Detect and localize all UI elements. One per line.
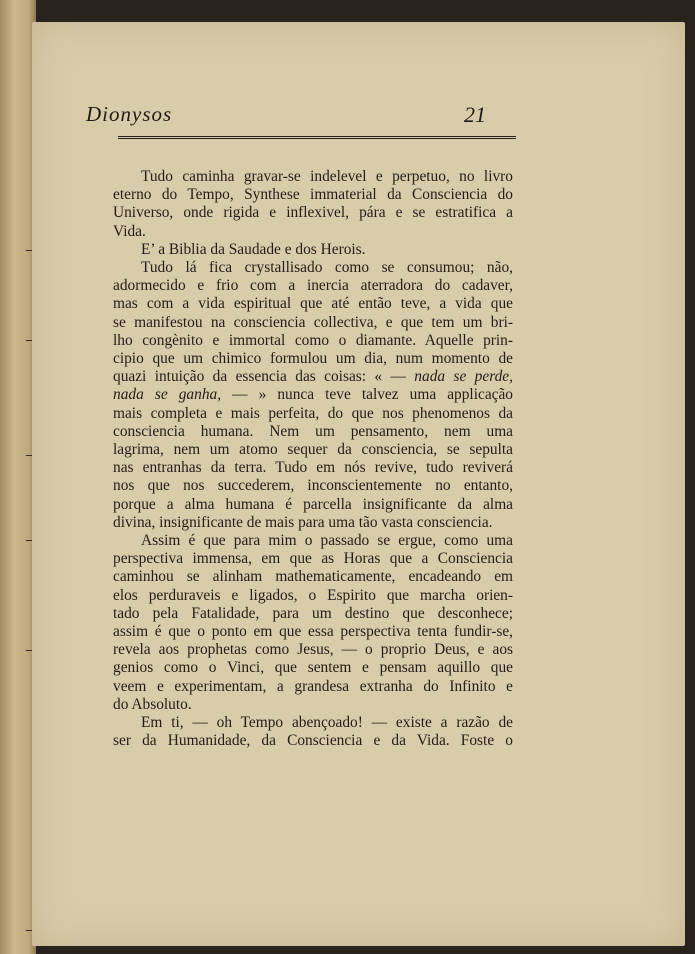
text-line-content: caminhou se alinham mathematicamente, encadeando em [113, 568, 513, 586]
text-line [113, 605, 513, 623]
text-line [113, 496, 513, 514]
text-line [113, 514, 513, 532]
text-line-content: lho congènito e immortal como o diamante. Aquelle prin- [113, 331, 513, 349]
text-line [113, 732, 513, 750]
text-line-content: Assim é que para mim o passado se ergue, como uma [141, 532, 513, 550]
text-line-content: tado pela Fatalidade, para um destino que desconhece; [113, 604, 513, 622]
text-line-content: genios como o Vinci, que sentem e pensam aquillo que [113, 659, 513, 677]
text-line-content: nas entranhas da terra. Tudo em nós revive, tudo reviverá [113, 459, 513, 477]
text-line [113, 441, 513, 459]
text-line-content: consciencia humana. Nem um pensamento, nem uma [113, 422, 513, 440]
text-line-content: nos que nos succederem, inconscientemente no entanto, [113, 477, 513, 495]
text-line-content: Tudo caminha gravar-se indelevel e perpetuo, no livro [141, 168, 513, 185]
text-line [113, 332, 513, 350]
text-line-content: se manifestou na consciencia collectiva, e que tem um bri- [113, 313, 513, 331]
text-line-content: divina, insignificante de mais para uma tão vasta consciencia. [113, 513, 493, 531]
text-line-content: Universo, onde rigida e inflexivel, pára e se estratifica a [113, 204, 513, 222]
text-line-content: revela aos prophetas como Jesus, — o proprio Deus, e aos [113, 641, 513, 659]
text-line-content: Vida. [113, 222, 146, 240]
text-line [113, 405, 513, 423]
text-line [113, 714, 513, 732]
running-title: Dionysos [86, 102, 173, 126]
text-line-content: eterno do Tempo, Synthese immaterial da Consciencia do [113, 186, 513, 204]
header-rule [118, 136, 516, 139]
emphasized-text: nada se perde, [414, 368, 513, 386]
text-line-content: E’ a Biblia da Saudade e dos Herois. [141, 240, 366, 258]
text-line [113, 532, 513, 550]
text-line-continuation: — » nunca teve talvez uma applicação [221, 386, 514, 404]
text-line [113, 350, 513, 368]
page-header [86, 82, 514, 132]
text-line [113, 641, 513, 659]
text-line-content: adormecido e frio com a inercia aterradora do cadaver, [113, 277, 513, 295]
text-line [113, 678, 513, 696]
text-line [113, 223, 513, 241]
text-line-content: Em ti, — oh Tempo abençoado! — existe a razão de [141, 714, 513, 732]
text-line [113, 459, 513, 477]
page-number: 21 [464, 102, 486, 127]
text-line [113, 386, 513, 404]
text-line-content: Tudo lá fica crystallisado como se consumou; não, [141, 259, 513, 277]
body-text [113, 168, 513, 751]
text-line [113, 186, 513, 204]
text-line [113, 277, 513, 295]
text-line-content: mais completa e mais perfeita, do que nos phenomenos da [113, 404, 513, 422]
text-line [113, 314, 513, 332]
text-line-content: porque a alma humana é parcella insignificante da alma [113, 495, 513, 513]
text-line [113, 295, 513, 313]
text-line [113, 423, 513, 441]
text-line [113, 568, 513, 586]
text-line-content: elos perduraveis e ligados, o Espirito que marcha orien- [113, 586, 513, 604]
text-line [113, 477, 513, 495]
text-line [113, 204, 513, 222]
text-line-content: veem e experimentam, a grandesa extranha do Infinito e [113, 677, 513, 695]
text-line [113, 241, 513, 259]
book-spine-edge [0, 0, 36, 954]
text-line [113, 368, 513, 386]
text-line-content: perspectiva immensa, em que as Horas que a Consciencia [113, 550, 513, 568]
text-line-content: cipio que um chimico formulou um dia, num momento de [113, 350, 513, 368]
text-line [113, 696, 513, 714]
text-line-content: lagrima, nem um atomo sequer da consciencia, se sepulta [113, 441, 513, 459]
text-line-content: quazi intuição da essencia das coisas: « — [113, 368, 415, 386]
text-line [113, 259, 513, 277]
text-line [113, 550, 513, 568]
text-line-content: assim é que o ponto em que essa perspectiva tenta fundir-se, [113, 623, 513, 641]
text-line [113, 623, 513, 641]
text-line-content: do Absoluto. [113, 695, 192, 713]
text-line-content: ser da Humanidade, da Consciencia e da Vida. Foste o [113, 732, 513, 750]
text-line-content: mas com a vida espiritual que até então teve, a vida que [113, 295, 513, 313]
text-line [113, 168, 513, 186]
text-line [113, 587, 513, 605]
emphasized-text: nada se ganha, [113, 386, 222, 404]
text-line [113, 659, 513, 677]
